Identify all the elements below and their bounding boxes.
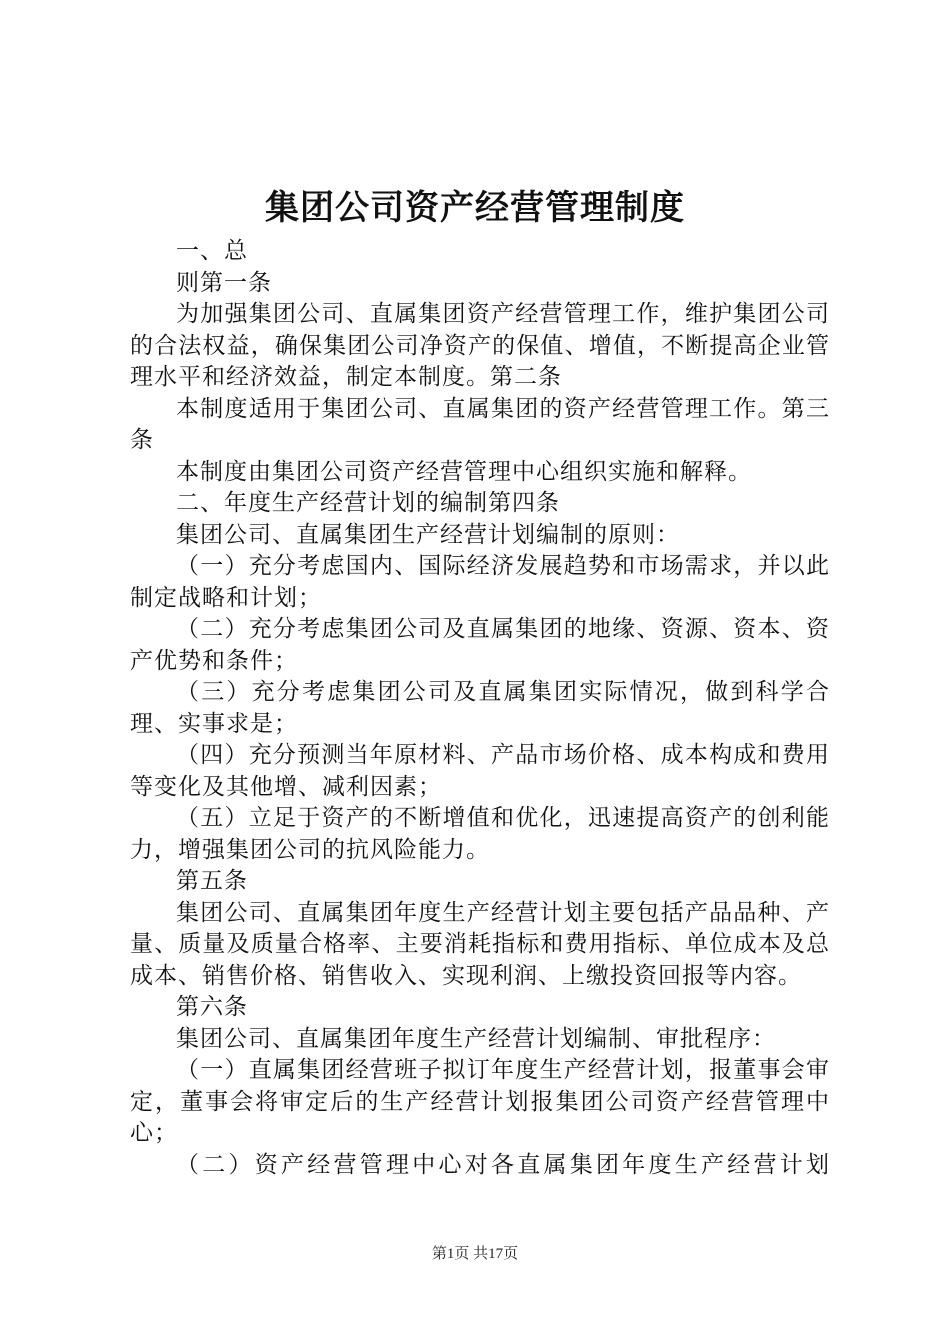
paragraph: 第六条 — [176, 994, 248, 1020]
paragraph: （四）充分预测当年原材料、产品市场价格、成本构成和费用等变化及其他增、减利因素； — [130, 742, 830, 800]
paragraph: 集团公司、直属集团生产经营计划编制的原则： — [176, 521, 680, 548]
paragraph: （一）充分考虑国内、国际经济发展趋势和市场需求，并以此制定战略和计划； — [130, 553, 830, 611]
paragraph: （五）立足于资产的不断增值和优化，迅速提高资产的创利能力，增强集团公司的抗风险能力。 — [130, 805, 830, 863]
paragraph: 二、年度生产经营计划的编制第四条 — [176, 490, 560, 516]
paragraph: （二）充分考虑集团公司及直属集团的地缘、资源、资本、资产优势和条件； — [130, 616, 830, 674]
paragraph: 则第一条 — [176, 269, 272, 296]
paragraph: 本制度适用于集团公司、直属集团的资产经营管理工作。第三条 — [130, 395, 830, 453]
paragraph: 一、总 — [176, 238, 248, 264]
paragraph: 本制度由集团公司资产经营管理中心组织实施和解释。 — [176, 458, 752, 485]
page-number-footer: 第1页 共17页 — [431, 1246, 519, 1262]
document-body — [130, 236, 830, 1181]
paragraph: （一）直属集团经营班子拟订年度生产经营计划，报董事会审定，董事会将审定后的生产经营计划报集团公司资产经营管理中心； — [130, 1057, 830, 1146]
paragraph: 集团公司、直属集团年度生产经营计划主要包括产品品种、产量、质量及质量合格率、主要消耗指标和费用指标、单位成本及总成本、销售价格、销售收入、实现利润、上缴投资回报等内容。 — [130, 899, 830, 989]
paragraph: 集团公司、直属集团年度生产经营计划编制、审批程序： — [176, 1025, 776, 1052]
document-title: 集团公司资产经营管理制度 — [265, 188, 685, 228]
paragraph: 为加强集团公司、直属集团资产经营管理工作，维护集团公司的合法权益，确保集团公司净资产的保值、增值，不断提高企业管理水平和经济效益，制定本制度。第二条 — [130, 301, 830, 390]
paragraph: （二）资产经营管理中心对各直属集团年度生产经营计划 — [176, 1151, 830, 1178]
paragraph: （三）充分考虑集团公司及直属集团实际情况，做到科学合理、实事求是； — [130, 679, 830, 737]
paragraph: 第五条 — [176, 868, 248, 894]
